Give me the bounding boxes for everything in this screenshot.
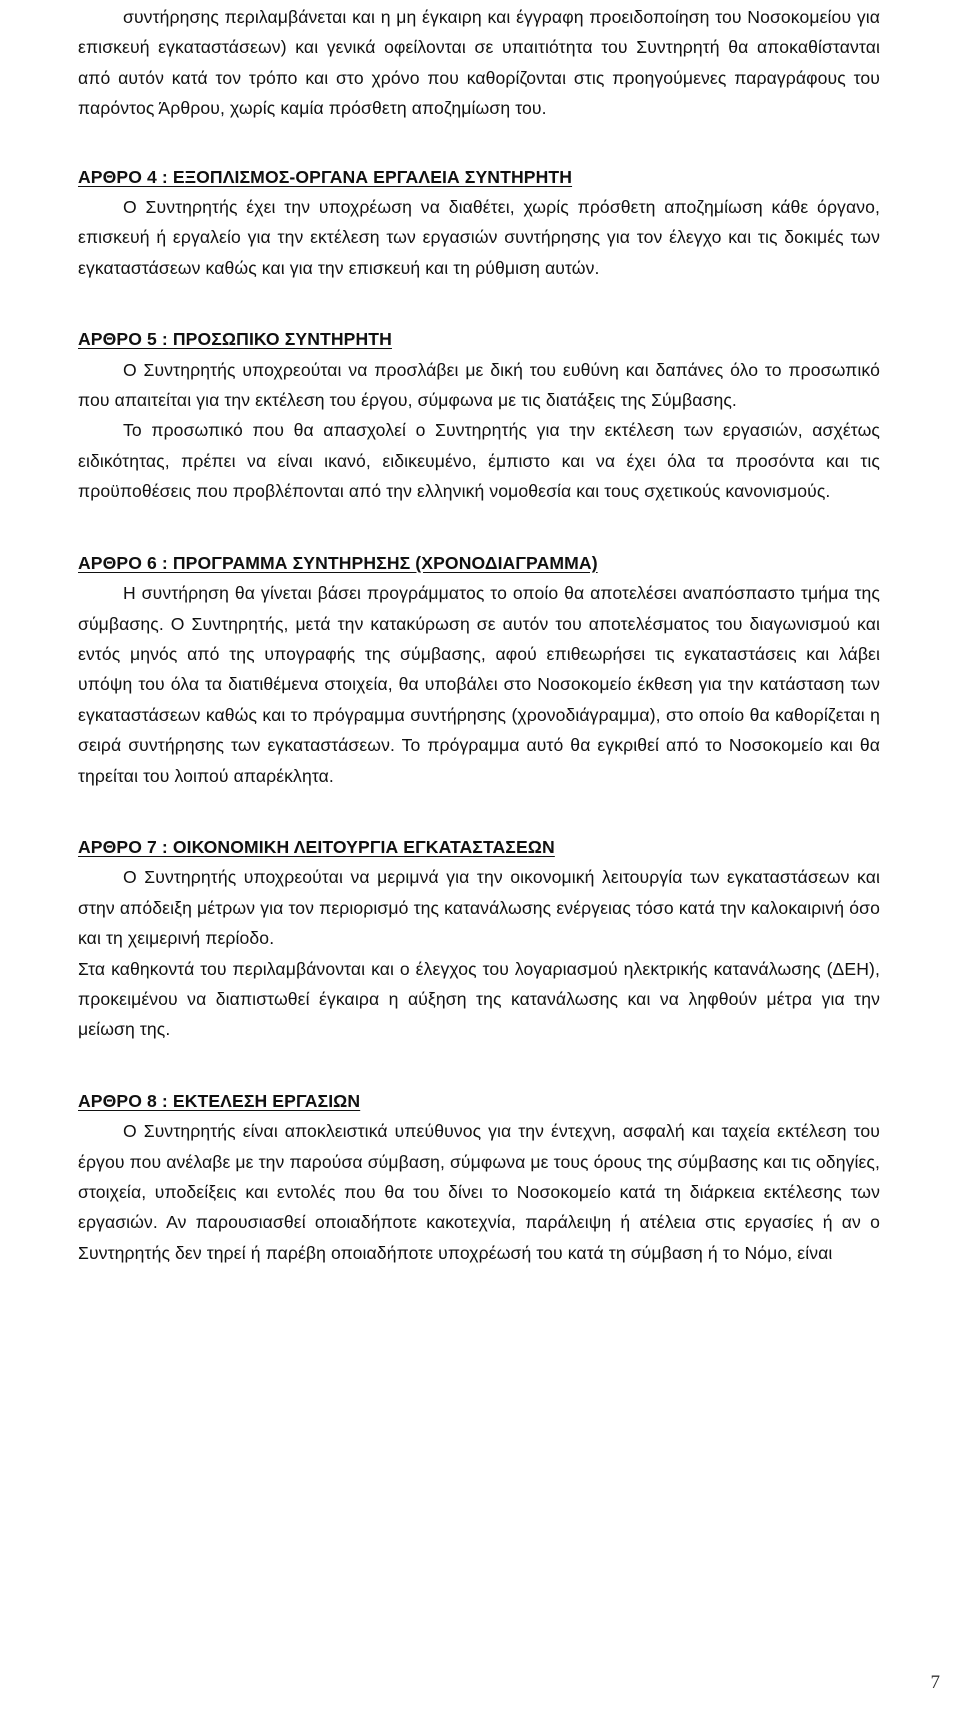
article-8 [78,1086,880,1268]
article-7-heading: ΑΡΘΡΟ 7 : ΟΙΚΟΝΟΜΙΚΗ ΛΕΙΤΟΥΡΓΙΑ ΕΓΚΑΤΑΣΤΑΣΕΩΝ [78,836,555,857]
page-number: 7 [930,1672,940,1693]
intro-paragraph: συντήρησης περιλαμβάνεται και η μη έγκαιρη και έγγραφη προειδοποίηση του Νοσοκομείου για επισκευή εγκαταστάσεων) και γενικά οφείλονται σε υπαιτιότητα του Συντηρητή θα αποκαθίστανται από αυτόν κατά τον τρόπο και στο χρόνο που καθορίζονται στις προηγούμενες παραγράφους του παρόντος Άρθρου, χωρίς καμία πρόσθετη αποζημίωση του. [78,7,880,119]
article-6-heading: ΑΡΘΡΟ 6 : ΠΡΟΓΡΑΜΜΑ ΣΥΝΤΗΡΗΣΗΣ (ΧΡΟΝΟΔΙΑΓΡΑΜΜΑ) [78,552,598,573]
page-content [78,0,880,1268]
article-8-paragraph-1: Ο Συντηρητής είναι αποκλειστικά υπεύθυνος για την έντεχνη, ασφαλή και ταχεία εκτέλεση του έργου που ανέλαβε με την παρούσα σύμβαση, σύμφωνα με τους όρους της σύμβασης και τις οδηγίες, στοιχεία, υποδείξεις και εντολές που θα του δίνει το Νοσοκομείο κατά τη διάρκεια εκτέλεσης των εργασιών. Αν παρουσιασθεί οποιαδήποτε κακοτεχνία, παράλειψη ή ατέλεια στις εργασίες ή αν ο Συντηρητής δεν τηρεί ή παρέβη οποιαδήποτε υποχρέωσή του κατά τη σύμβαση ή το Νόμο, είναι [78,1121,880,1263]
article-7-paragraph-1: Ο Συντηρητής υποχρεούται να μεριμνά για την οικονομική λειτουργία των εγκαταστάσεων και στην απόδειξη μέτρων για τον περιορισμό της κατανάλωσης ενέργειας τόσο κατά την καλοκαιρινή όσο και τη χειμερινή περίοδο. [78,867,880,949]
article-5-heading: ΑΡΘΡΟ 5 : ΠΡΟΣΩΠΙΚΟ ΣΥΝΤΗΡΗΤΗ [78,329,392,350]
article-5-paragraph-2: Το προσωπικό που θα απασχολεί ο Συντηρητής για την εκτέλεση των εργασιών, ασχέτως ειδικότητας, πρέπει να είναι ικανό, ειδικευμένο, έμπιστο και να έχει όλα τα προσόντα και τις προϋποθέσεις που προβλέπονται από την ελληνική νομοθεσία και τους σχετικούς κανονισμούς. [78,420,880,502]
article-4-heading: ΑΡΘΡΟ 4 : ΕΞΟΠΛΙΣΜΟΣ-ΟΡΓΑΝΑ ΕΡΓΑΛΕΙΑ ΣΥΝΤΗΡΗΤΗ [78,166,573,187]
article-4 [78,162,880,284]
article-5-paragraph-1: Ο Συντηρητής υποχρεούται να προσλάβει με δική του ευθύνη και δαπάνες όλο το προσωπικό που απαιτείται για την εκτέλεση του έργου, σύμφωνα με τις διατάξεις της Σύμβασης. [78,359,880,411]
article-5 [78,324,880,506]
article-8-heading: ΑΡΘΡΟ 8 : ΕΚΤΕΛΕΣΗ ΕΡΓΑΣΙΩΝ [78,1090,361,1111]
article-6 [78,548,880,791]
article-7 [78,832,880,1045]
article-4-paragraph-1: Ο Συντηρητής έχει την υποχρέωση να διαθέτει, χωρίς πρόσθετη αποζημίωση κάθε όργανο, επισκευή ή εργαλείο για την εκτέλεση των εργασιών συντήρησης για τον έλεγχο και τις δοκιμές των εγκαταστάσεων καθώς και για την επισκευή και τη ρύθμιση αυτών. [78,197,880,278]
article-7-paragraph-2: Στα καθηκοντά του περιλαμβάνονται και ο έλεγχος του λογαριασμού ηλεκτρικής κατανάλωσης (ΔΕΗ), προκειμένου να διαπιστωθεί έγκαιρα η αύξηση της κατανάλωσης και να ληφθούν μέτρα για την μείωση της. [78,958,880,1040]
article-6-paragraph-1: Η συντήρηση θα γίνεται βάσει προγράμματος το οποίο θα αποτελέσει αναπόσπαστο τμήμα της σύμβασης. Ο Συντηρητής, μετά την κατακύρωση σε αυτόν του αποτελέσματος του διαγωνισμού και εντός μηνός από της υπογραφής της σύμβασης, αφού επιθεωρήσει τις εγκαταστάσεις και λάβει υπόψη του όλα τα διατιθέμενα στοιχεία, θα υποβάλει στο Νοσοκομείο έκθεση για την κατάσταση των εγκαταστάσεων καθώς και το πρόγραμμα συντήρησης (χρονοδιάγραμμα), στο οποίο θα καθορίζεται η σειρά συντήρησης των εγκαταστάσεων. Το πρόγραμμα αυτό θα εγκριθεί από το Νοσοκομείο και θα τηρείται του λοιπού απαρέκλητα. [78,583,880,786]
